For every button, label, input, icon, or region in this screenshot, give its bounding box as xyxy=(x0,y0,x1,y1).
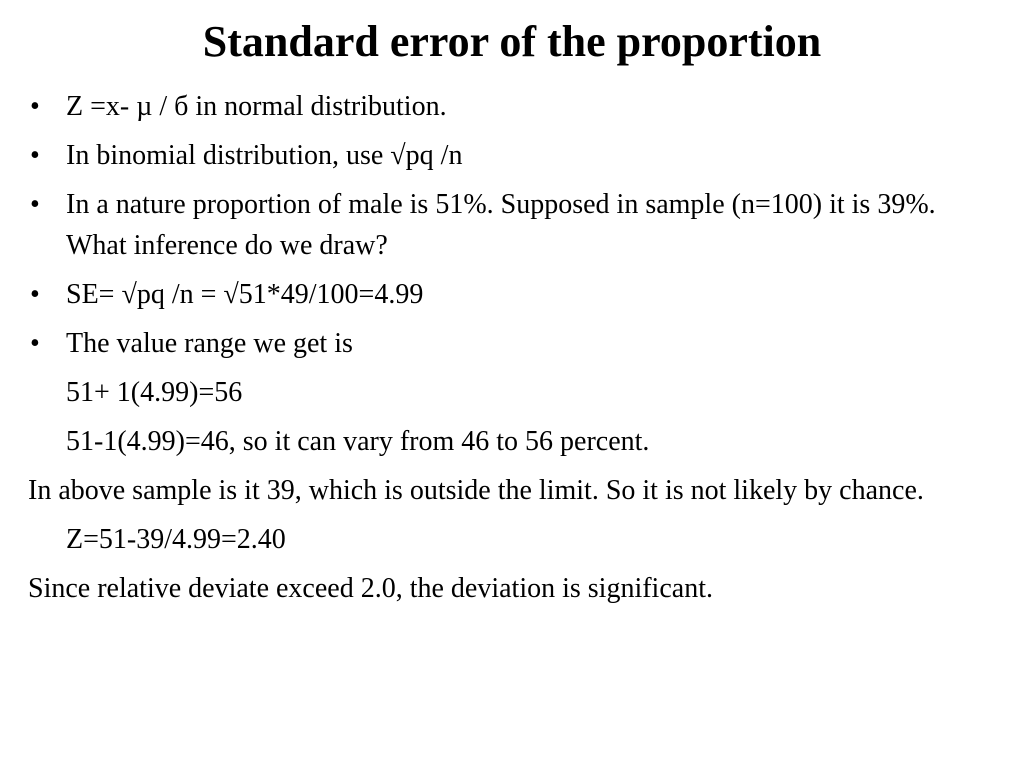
range-line-lower: 51-1(4.99)=46, so it can vary from 46 to 56 percent. xyxy=(66,426,650,457)
bullet-item: • In a nature proportion of male is 51%. Supposed in sample (n=100) it is 39%. What inference do we draw? xyxy=(28,184,996,266)
bullet-item: • In binomial distribution, use √pq /n xyxy=(28,135,996,176)
slide-content xyxy=(28,86,996,617)
slide-title: Standard error of the proportion xyxy=(202,17,822,66)
range-line-upper: 51+ 1(4.99)=56 xyxy=(66,377,243,408)
bullet-item: • The value range we get is xyxy=(28,323,996,364)
final-statement: Since relative deviate exceed 2.0, the deviation is significant. xyxy=(28,573,713,604)
bullet-item: • SE= √pq /n = √51*49/100=4.99 xyxy=(28,274,996,315)
bullet-item: • Z =x- µ / б in normal distribution. xyxy=(28,86,996,127)
conclusion-text: In above sample is it 39, which is outside the limit. So it is not likely by chance. xyxy=(28,475,924,506)
z-calculation: Z=51-39/4.99=2.40 xyxy=(66,524,286,555)
